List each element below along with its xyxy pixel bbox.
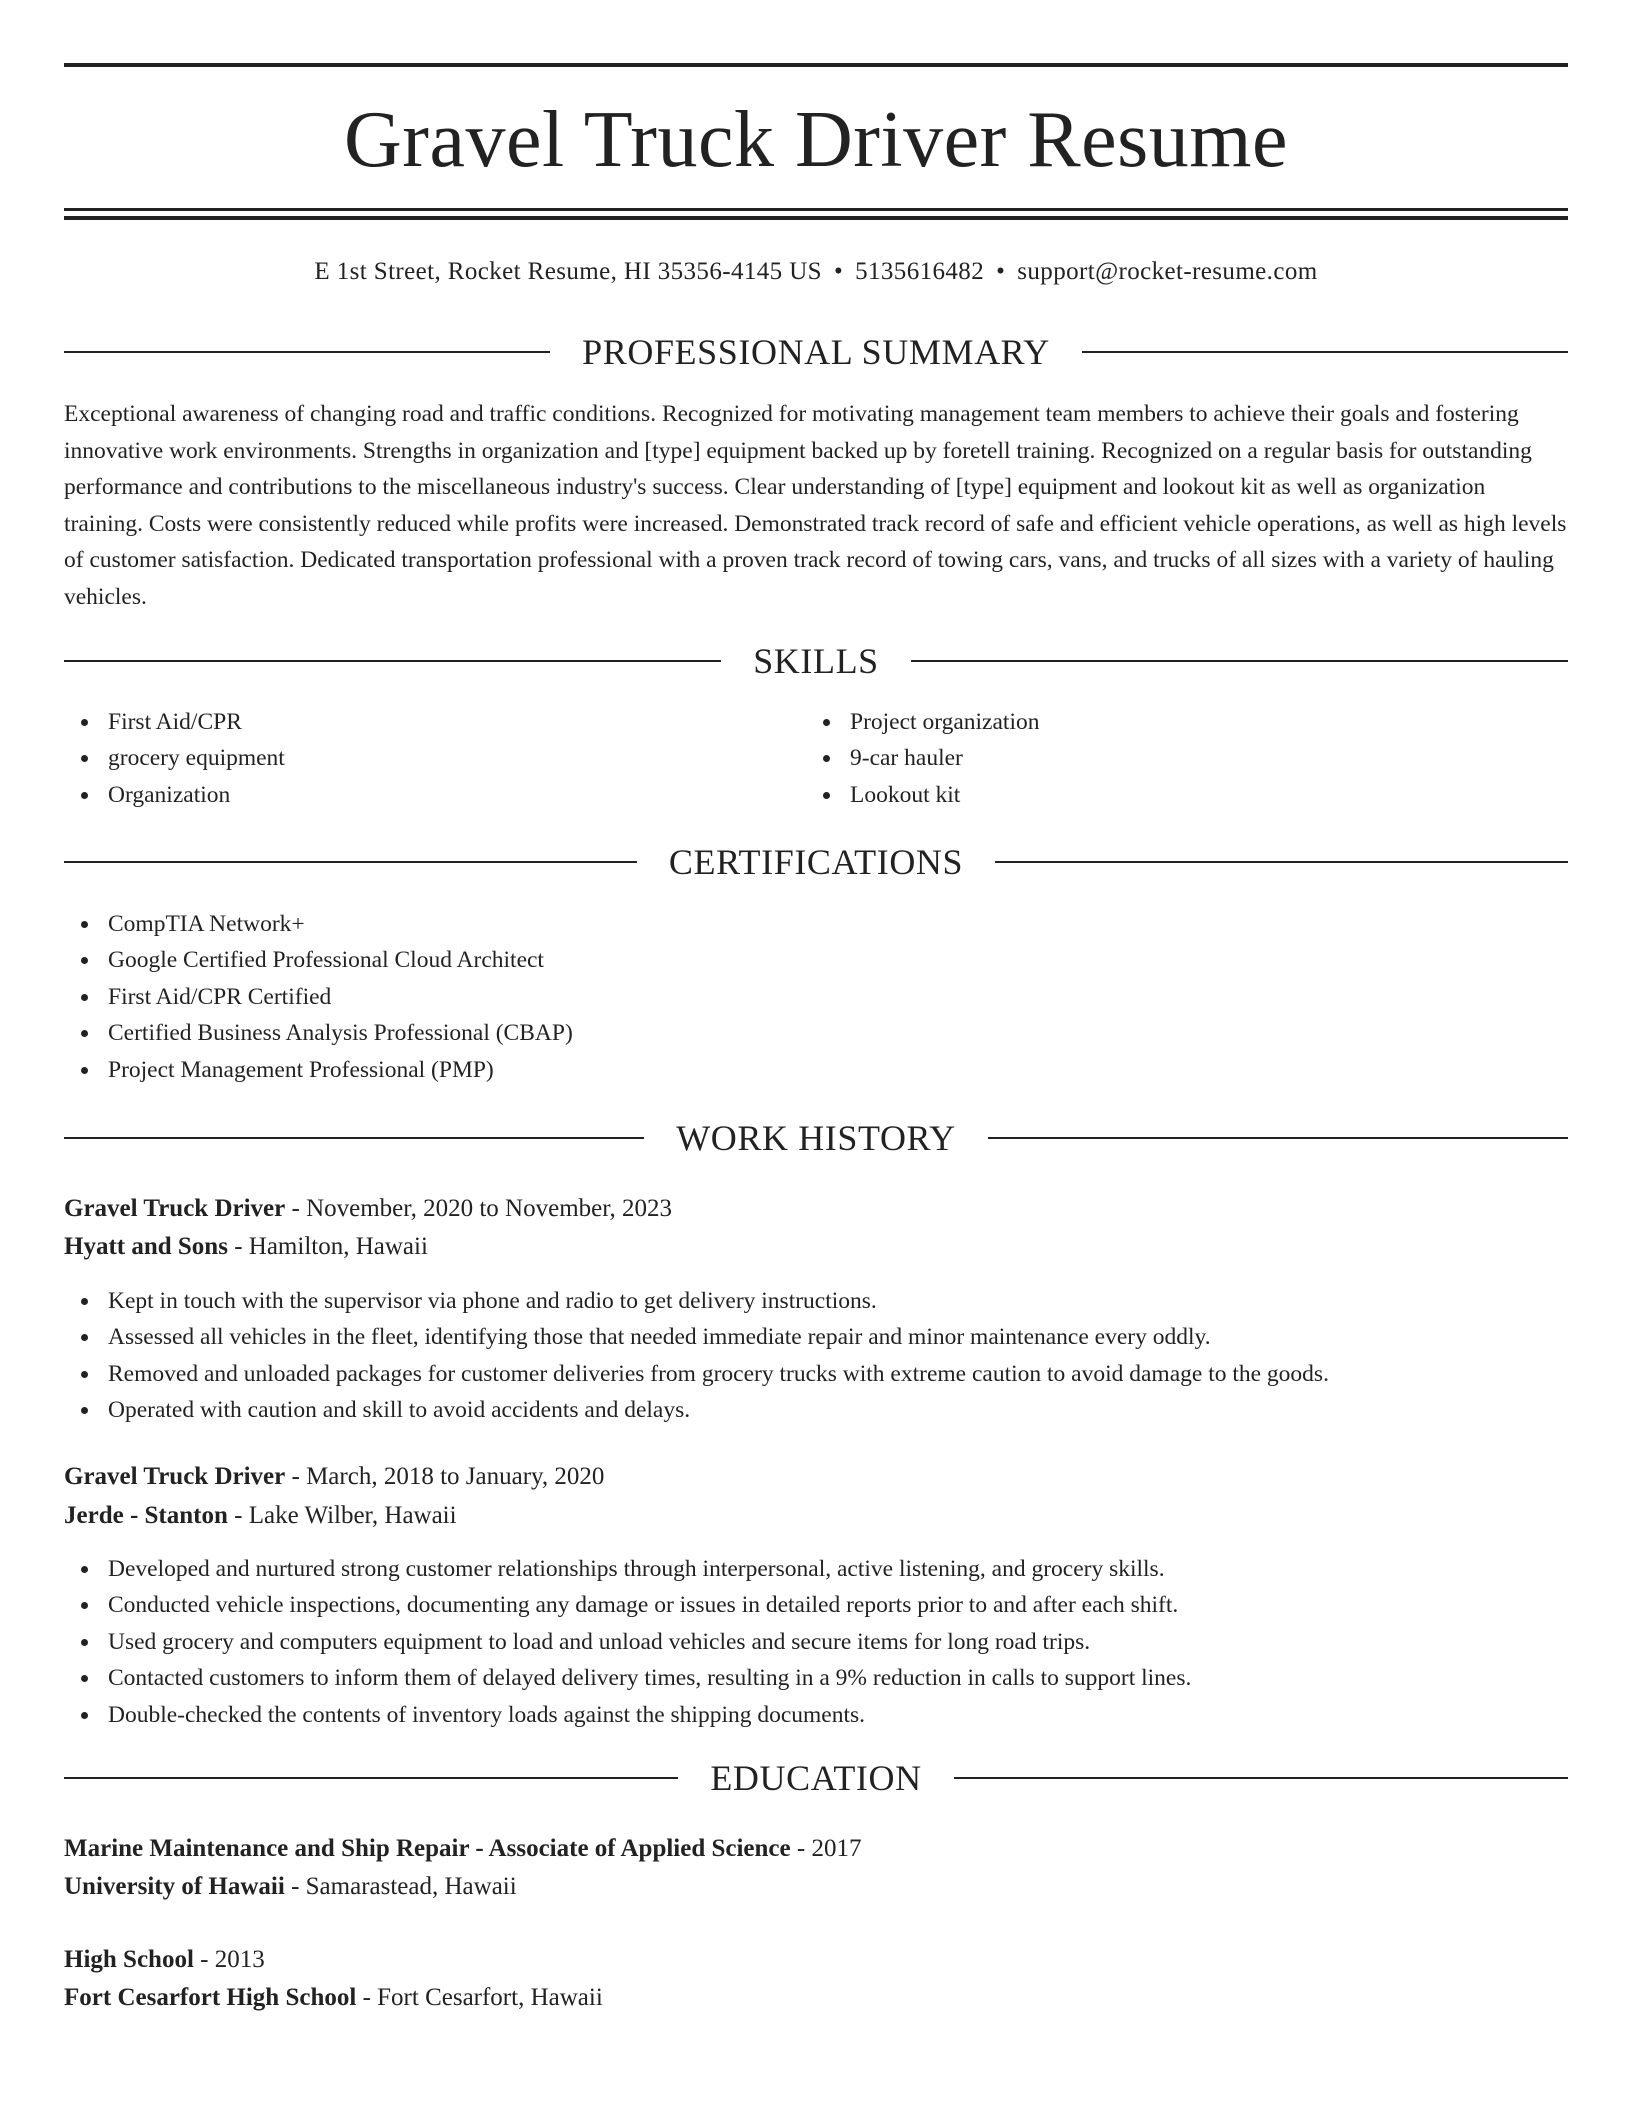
certification-item: Google Certified Professional Cloud Architect [108, 942, 1548, 978]
skills-heading [64, 639, 1568, 683]
certifications-heading [64, 840, 1568, 884]
summary-heading [64, 330, 1568, 374]
job-company-line [64, 1497, 1568, 1535]
contact-phone: 5135616482 [855, 258, 985, 285]
education-heading-text: EDUCATION [710, 1758, 922, 1798]
education-location: - Fort Cesarfort, Hawaii [356, 1984, 603, 2011]
education-degree: Marine Maintenance and Ship Repair - Associate of Applied Science [64, 1835, 791, 1862]
job-bullet: Conducted vehicle inspections, documenting any damage or issues in detailed reports prior to and after each shift. [108, 1587, 1568, 1623]
job-bullets [64, 1551, 1568, 1733]
summary-text: Exceptional awareness of changing road and traffic conditions. Recognized for motivating management team members to achieve their goals and fostering innovative work environments. Strengths in organization and [type] equipment backed up by foretell training. Recognized on a regular basis for outstanding performance and contributions to the miscellaneous industry's success. Clear understanding of [type] equipment and lookout kit as well as organization training. Costs were consistently reduced while profits were increased. Demonstrated track record of safe and efficient vehicle operations, as well as high levels of customer satisfaction. Dedicated transportation professional with a proven track record of towing cars, vans, and trucks of all sizes with a variety of hauling vehicles. [64, 401, 1567, 610]
heading-rule-left [64, 861, 637, 863]
job-bullet: Double-checked the contents of inventory loads against the shipping documents. [108, 1697, 1568, 1733]
job-title: Gravel Truck Driver [64, 1195, 286, 1222]
heading-rule-right [911, 660, 1568, 662]
certification-item: CompTIA Network+ [108, 906, 1548, 942]
education-location: - Samarastead, Hawaii [284, 1873, 517, 1900]
education-degree-line [64, 1830, 1568, 1868]
job-company-line [64, 1228, 1568, 1266]
summary-heading-text: PROFESSIONAL SUMMARY [582, 332, 1050, 372]
job-bullet: Kept in touch with the supervisor via phone and radio to get delivery instructions. [108, 1283, 1568, 1319]
certification-item: Project Management Professional (PMP) [108, 1052, 1548, 1088]
education-degree-line [64, 1941, 1568, 1979]
job-title-line [64, 1190, 1568, 1228]
title-rule-upper [64, 208, 1568, 211]
job-title-line [64, 1458, 1568, 1496]
heading-rule-left [64, 660, 721, 662]
job-bullets [64, 1283, 1568, 1429]
skill-item: First Aid/CPR [108, 704, 808, 740]
skills-list-left [64, 704, 808, 813]
certification-item: Certified Business Analysis Professional (CBAP) [108, 1015, 1548, 1051]
work-heading-text: WORK HISTORY [676, 1118, 956, 1158]
job-bullet: Used grocery and computers equipment to load and unload vehicles and secure items for long road trips. [108, 1624, 1568, 1660]
job-dates: - November, 2020 to November, 2023 [285, 1195, 673, 1222]
heading-rule-left [64, 351, 550, 353]
contact-line [64, 254, 1568, 290]
top-rule [64, 63, 1568, 67]
education-year: - 2013 [193, 1946, 265, 1973]
job-bullet: Contacted customers to inform them of delayed delivery times, resulting in a 9% reduction in calls to support lines. [108, 1660, 1568, 1696]
contact-separator: • [996, 258, 1006, 285]
job-title: Gravel Truck Driver [64, 1463, 286, 1490]
contact-email: support@rocket-resume.com [1017, 258, 1318, 285]
certification-item: First Aid/CPR Certified [108, 979, 1548, 1015]
job-bullet: Assessed all vehicles in the fleet, identifying those that needed immediate repair and minor maintenance every oddly. [108, 1319, 1568, 1355]
heading-rule-left [64, 1777, 678, 1779]
skill-item: Lookout kit [850, 777, 1550, 813]
certifications-list [64, 906, 1548, 1088]
skill-item: Organization [108, 777, 808, 813]
title-rule-lower [64, 216, 1568, 220]
education-school-line [64, 1979, 1568, 2017]
job-company: Jerde - Stanton [64, 1502, 228, 1529]
job-company: Hyatt and Sons [64, 1233, 228, 1260]
job-bullet: Developed and nurtured strong customer relationships through interpersonal, active listening, and grocery skills. [108, 1551, 1568, 1587]
skill-item: 9-car hauler [850, 740, 1550, 776]
education-heading [64, 1756, 1568, 1800]
resume-title: Gravel Truck Driver Resume [344, 96, 1288, 184]
job-bullet: Removed and unloaded packages for customer deliveries from grocery trucks with extreme caution to avoid damage to the goods. [108, 1356, 1568, 1392]
contact-address: E 1st Street, Rocket Resume, HI 35356-4145 US [314, 258, 822, 285]
skill-item: Project organization [850, 704, 1550, 740]
job-location: - Lake Wilber, Hawaii [227, 1502, 457, 1529]
skill-item: grocery equipment [108, 740, 808, 776]
job-location: - Hamilton, Hawaii [227, 1233, 428, 1260]
heading-rule-right [1082, 351, 1568, 353]
heading-rule-right [995, 861, 1568, 863]
skills-heading-text: SKILLS [753, 641, 879, 681]
education-degree: High School [64, 1946, 194, 1973]
heading-rule-right [954, 1777, 1568, 1779]
education-year: - 2017 [790, 1835, 862, 1862]
education-school: University of Hawaii [64, 1873, 285, 1900]
job-bullet: Operated with caution and skill to avoid accidents and delays. [108, 1392, 1568, 1428]
contact-separator: • [833, 258, 844, 285]
education-school-line [64, 1868, 1568, 1906]
certifications-heading-text: CERTIFICATIONS [668, 842, 964, 882]
job-dates: - March, 2018 to January, 2020 [285, 1463, 605, 1490]
education-school: Fort Cesarfort High School [64, 1984, 357, 2011]
skills-list-right [806, 704, 1550, 813]
work-heading [64, 1116, 1568, 1160]
heading-rule-right [988, 1137, 1568, 1139]
heading-rule-left [64, 1137, 644, 1139]
